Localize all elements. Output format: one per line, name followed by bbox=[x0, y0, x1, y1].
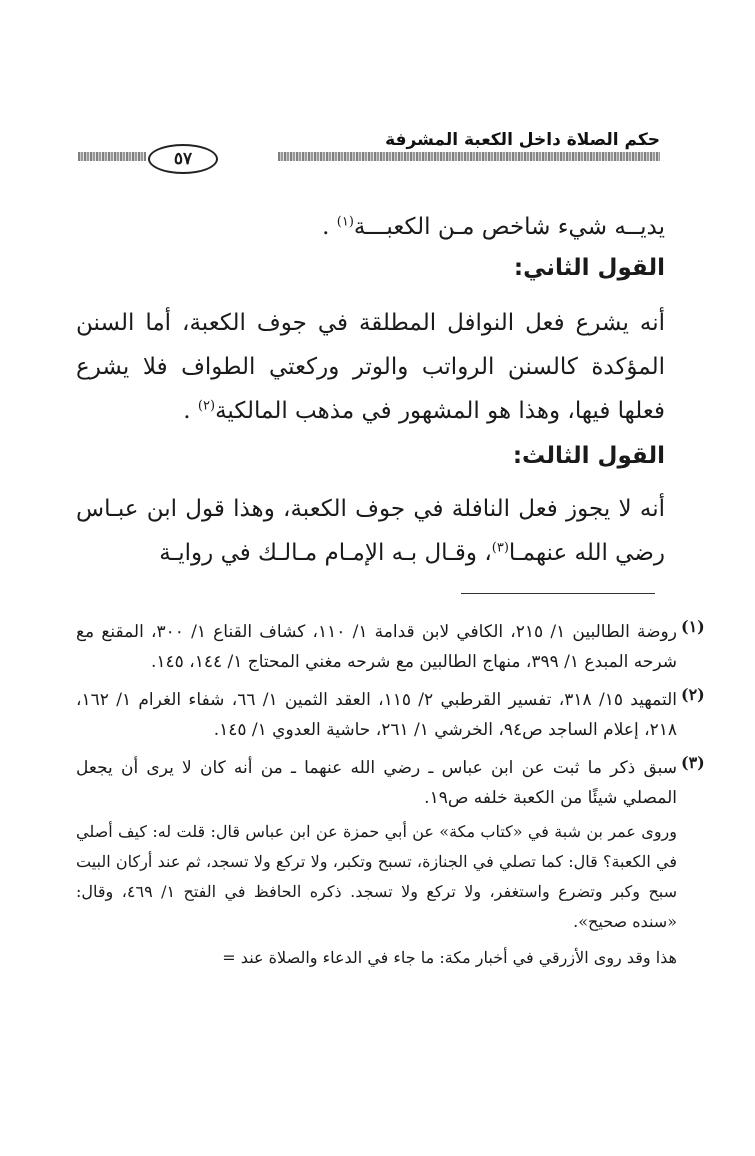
page-number: ٥٧ bbox=[148, 144, 218, 174]
header-rule-right bbox=[278, 152, 660, 161]
footnote-ref-3: (٣) bbox=[491, 540, 509, 556]
footnotes bbox=[76, 617, 705, 981]
header-title: حكم الصلاة داخل الكعبة المشرفة bbox=[385, 130, 660, 150]
footnote-number: (١) bbox=[681, 617, 705, 636]
footnote-sub-text: وروى عمر بن شبة في «كتاب مكة» عن أبي حمزة عن ابن عباس قال: قلت له: كيف أصلي في الكعبة؟ قال: كما تصلي في الجنازة، تسبح وتكبر، ولا تركع ولا تسجد، ثم عند أركان البيت سبح وكبر وتضرع واستغفر، ولا تركع ولا تسجد. ذكره الحافظ في الفتح ١/ ٤٦٩، وقال: «سنده صحيح». bbox=[76, 822, 678, 931]
body-line-1-end: . bbox=[322, 214, 337, 240]
footnote-2 bbox=[76, 685, 705, 745]
footnote-separator bbox=[461, 593, 655, 594]
footnote-text: سبق ذكر ما ثبت عن ابن عباس ـ رضي الله عنهما ـ من أنه كان لا يرى أن يجعل المصلي شيئًا من الكعبة خلفه ص١٩. bbox=[76, 758, 677, 808]
heading-third-opinion: القول الثالث: bbox=[512, 443, 665, 469]
header-rule-left bbox=[78, 152, 146, 161]
footnote-3-continuation bbox=[76, 943, 677, 973]
footnote-1 bbox=[76, 617, 705, 677]
footnote-text: التمهيد ١٥/ ٣١٨، تفسير القرطبي ٢/ ١١٥، العقد الثمين ١/ ٦٦، شفاء الغرام ١/ ١٦٢، ٢١٨، إعلام الساجد ص٩٤، الخرشي ١/ ٢٦١، حاشية العدوي ١/ ١٤٥. bbox=[76, 690, 677, 740]
paragraph-second-text: أنه يشرع فعل النوافل المطلقة في جوف الكعبة، أما السنن المؤكدة كالسنن الرواتب والوتر وركعتي الطواف فلا يشرع فعلها فيها، وهذا هو المشهور في مذهب المالكية bbox=[76, 310, 665, 424]
footnote-3 bbox=[76, 753, 705, 973]
footnote-text: روضة الطالبين ١/ ٢١٥، الكافي لابن قدامة ١/ ١١٠، كشاف القناع ١/ ٣٠٠، المقنع مع شرحه المبدع ١/ ٣٩٩، منهاج الطالبين مع شرحه مغني المحتاج ١/ ١٤٤، ١٤٥. bbox=[76, 622, 677, 672]
paragraph-second-opinion bbox=[76, 301, 665, 433]
footnote-ref-2: (٢) bbox=[197, 398, 216, 414]
body-line-1 bbox=[76, 205, 665, 249]
footnote-number: (٢) bbox=[681, 685, 705, 704]
paragraph-third-text-b: ، وقـال بـه الإمـام مـالـك في روايـة bbox=[159, 540, 492, 566]
paragraph-third-text-a: أنه لا يجوز فعل النافلة في جوف الكعبة، وهذا قول ابن عبـاس رضي الله عنهمـا bbox=[76, 496, 665, 566]
footnote-3-sub bbox=[76, 817, 677, 937]
footnote-continuation-text: هذا وقد روى الأزرقي في أخبار مكة: ما جاء في الدعاء والصلاة عند = bbox=[222, 948, 677, 967]
paragraph-second-end: . bbox=[183, 398, 198, 424]
paragraph-third-opinion bbox=[76, 487, 665, 575]
body-line-1-text: يديــه شيء شاخص مـن الكعبـــة bbox=[353, 214, 665, 240]
main-text bbox=[76, 205, 665, 575]
running-header bbox=[60, 122, 660, 172]
heading-second-opinion: القول الثاني: bbox=[513, 255, 665, 281]
footnote-ref-1: (١) bbox=[336, 214, 354, 230]
footnote-number: (٣) bbox=[681, 753, 705, 772]
